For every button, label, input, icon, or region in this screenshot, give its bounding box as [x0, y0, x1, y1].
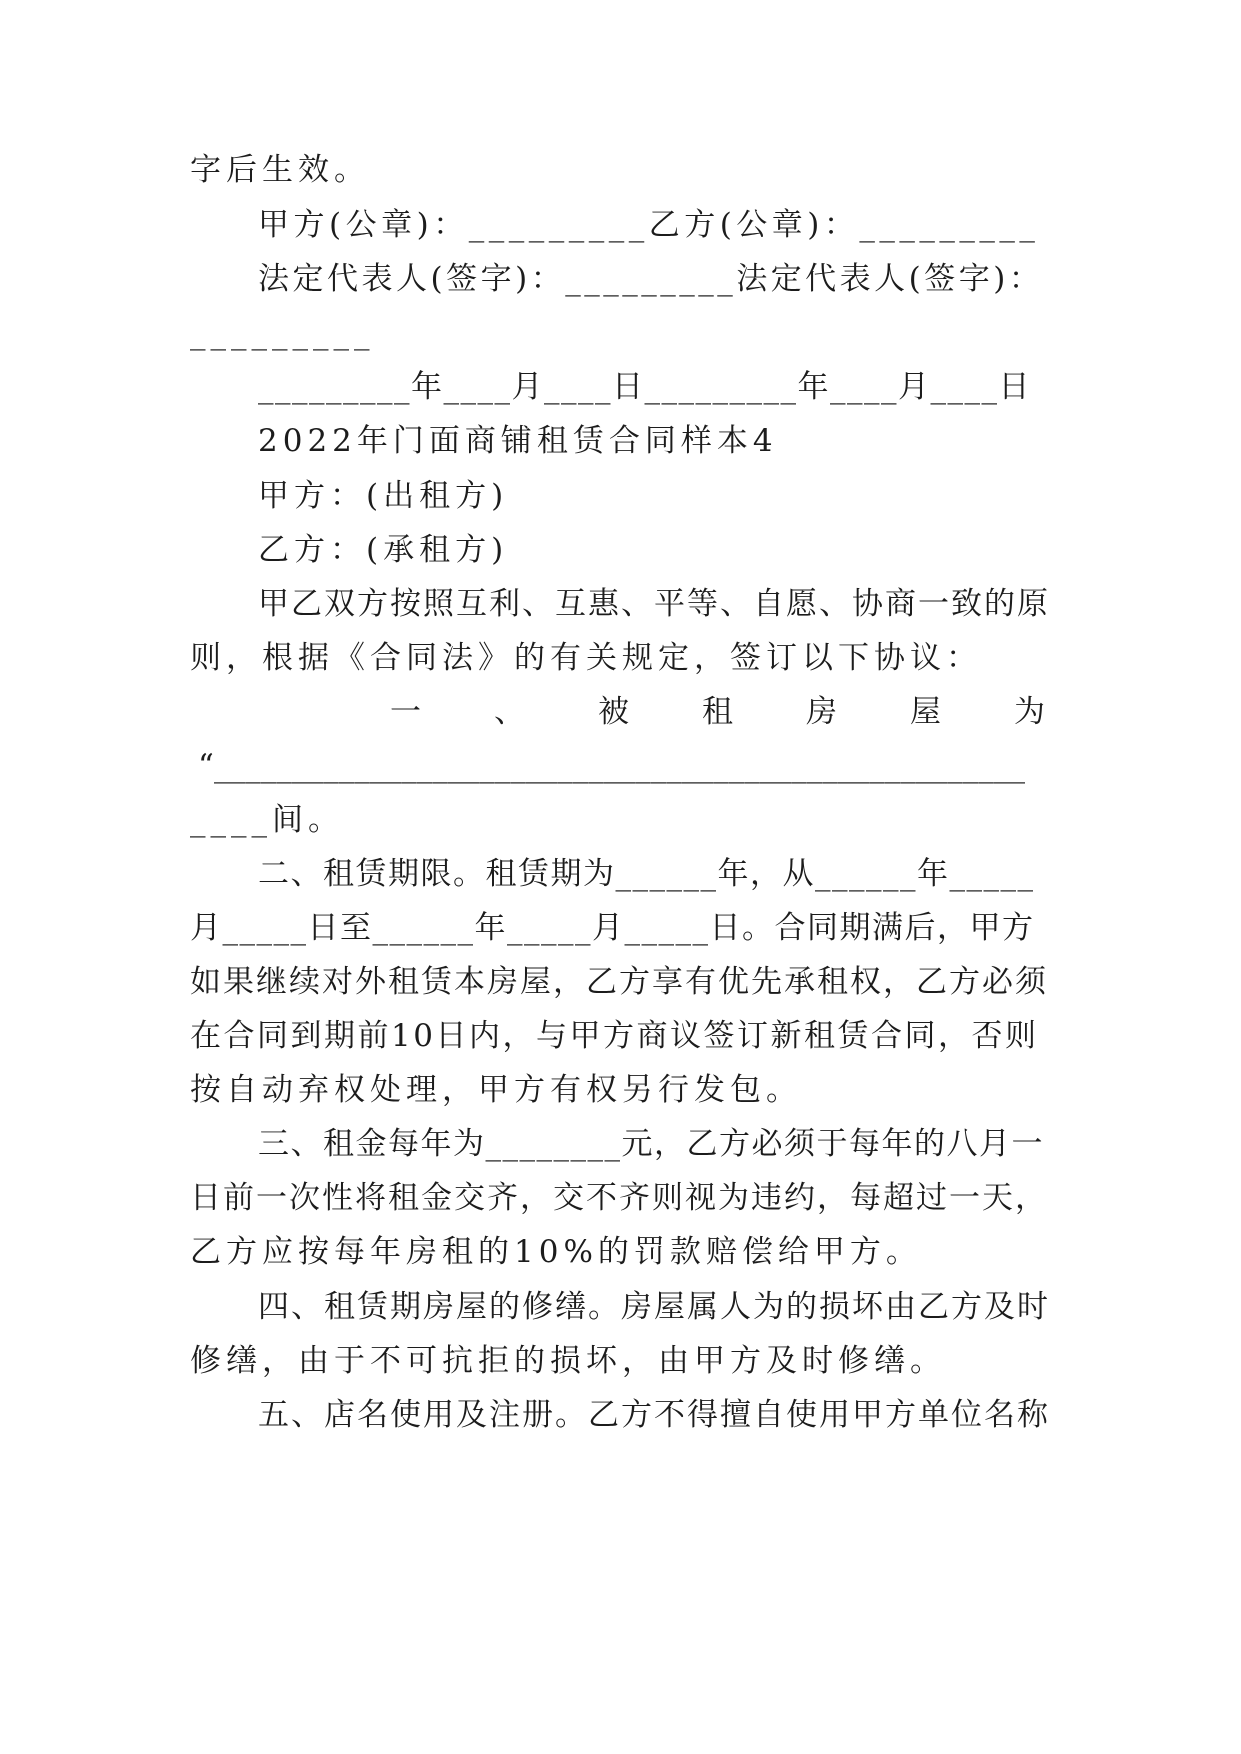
spread-char: 租: [702, 694, 733, 730]
text-line: 五、店名使用及注册。乙方不得擅自使用甲方单位名称: [258, 1397, 1050, 1433]
text-line: 乙方：(承租方): [258, 532, 509, 568]
text-line: 甲乙双方按照互利、互惠、平等、自愿、协商一致的原: [258, 586, 1050, 622]
spread-char: 为: [1014, 694, 1045, 730]
text-line: 修缮，由于不可抗拒的损坏，由甲方及时修缮。: [190, 1343, 946, 1379]
spread-char: 被: [598, 694, 629, 730]
text-line: _________年____月____日_________年____月____日: [258, 369, 1031, 405]
text-line: 则，根据《合同法》的有关规定，签订以下协议：: [190, 640, 982, 676]
heading: 2022年门面商铺租赁合同样本4: [258, 423, 778, 459]
text-line: 四、租赁期房屋的修缮。房屋属人为的损坏由乙方及时: [258, 1289, 1050, 1325]
text-line: 按自动弃权处理，甲方有权另行发包。: [190, 1072, 802, 1108]
text-line: “____________________________________________________: [198, 748, 1026, 784]
text-line: 乙方应按每年房租的10%的罚款赔偿给甲方。: [190, 1234, 922, 1270]
spread-char: 屋: [910, 694, 941, 730]
text-line: 字后生效。: [190, 152, 370, 188]
text-line: 在合同到期前10日内，与甲方商议签订新租赁合同，否则: [190, 1018, 1039, 1054]
spread-char: 房: [806, 694, 837, 730]
text-line: 二、租赁期限。租赁期为______年，从______年_____: [258, 856, 1035, 892]
text-line: 法定代表人(签字)：_________法定代表人(签字)：: [258, 261, 1044, 297]
text-line: 日前一次性将租金交齐，交不齐则视为违约，每超过一天，: [190, 1180, 1048, 1216]
text-line: 甲方(公章)：_________乙方(公章)：_________: [258, 207, 1040, 243]
text-line: _________: [190, 315, 375, 351]
text-line: 如果继续对外租赁本房屋，乙方享有优先承租权，乙方必须: [190, 964, 1048, 1000]
spread-char: 一: [390, 694, 421, 730]
clause-1-spread-line: [390, 690, 1045, 734]
text-line: 三、租金每年为________元，乙方必须于每年的八月一: [258, 1126, 1044, 1162]
spread-char: 、: [494, 694, 525, 730]
text-line: ____间。: [190, 802, 344, 838]
text-line: 月_____日至______年_____月_____日。合同期满后，甲方: [190, 910, 1035, 946]
text-line: 甲方：(出租方): [258, 478, 509, 514]
